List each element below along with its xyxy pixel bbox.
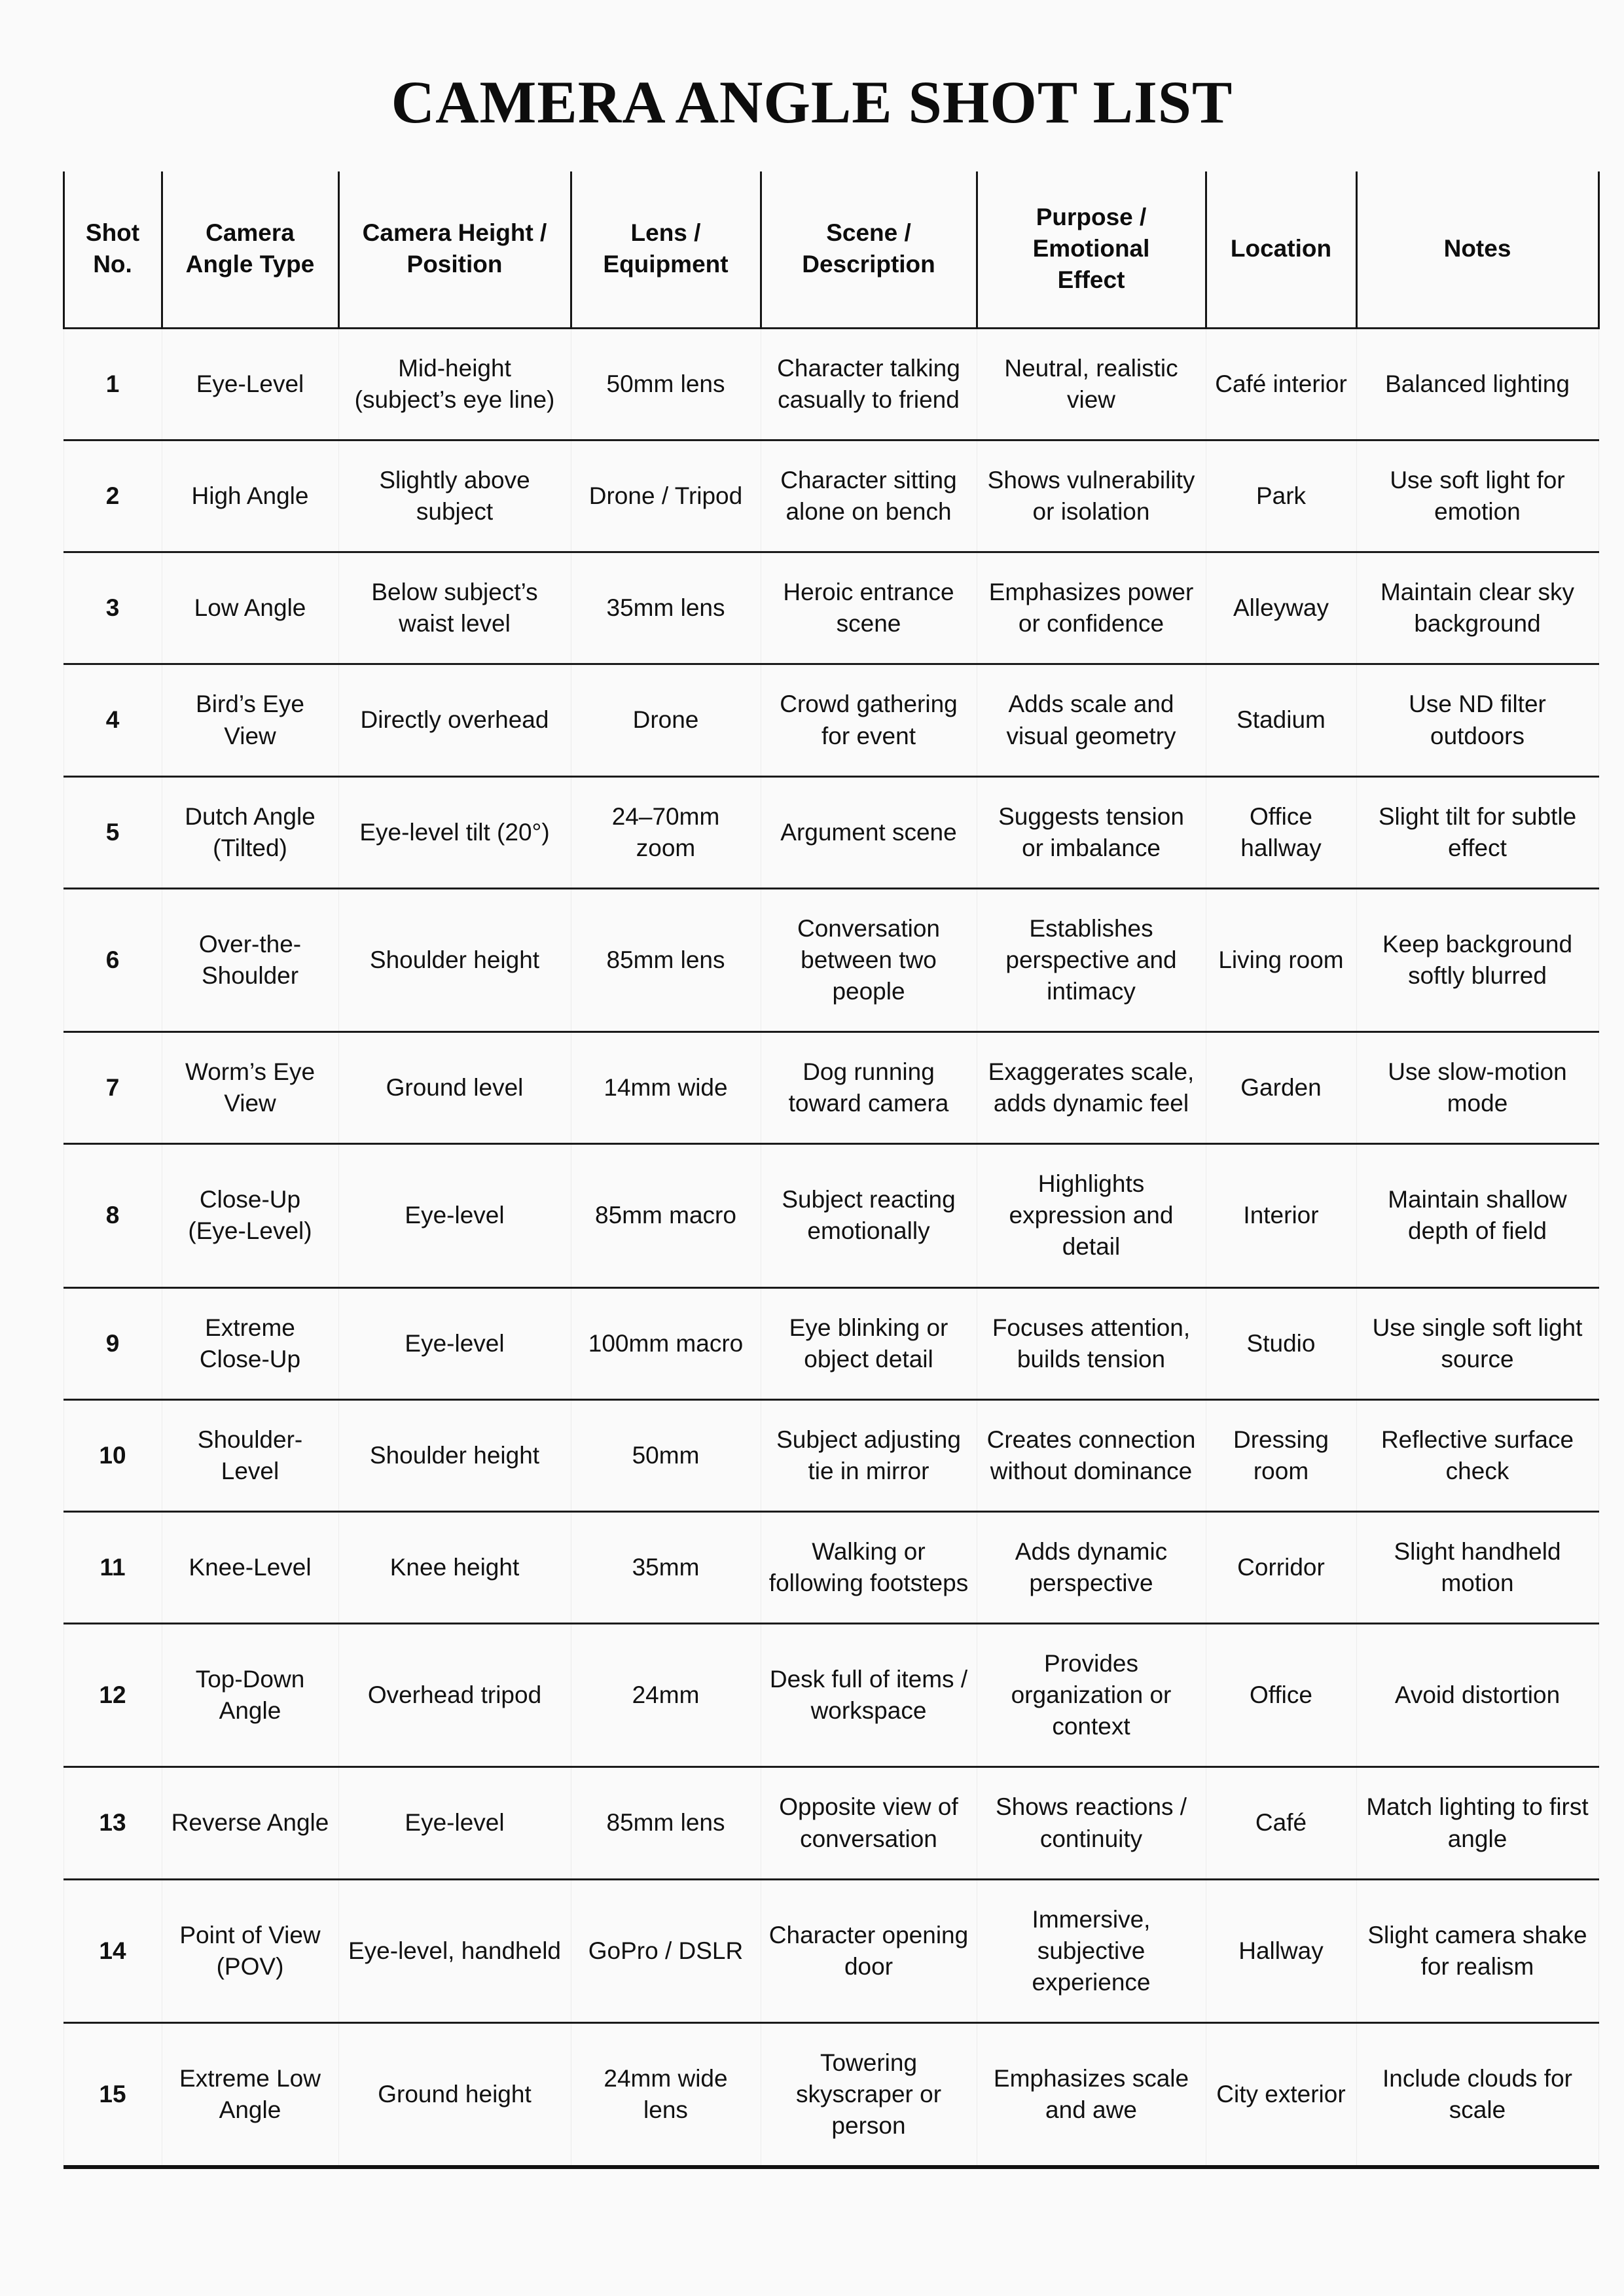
cell-camera-height-position: Knee height xyxy=(338,1511,571,1623)
cell-scene-description: Crowd gathering for event xyxy=(761,664,977,776)
cell-notes: Slight handheld motion xyxy=(1356,1511,1598,1623)
cell-lens-equipment: 85mm lens xyxy=(571,888,761,1031)
cell-camera-angle-type: Knee-Level xyxy=(162,1511,338,1623)
table-row xyxy=(63,1879,1598,2022)
cell-scene-description: Opposite view of conversation xyxy=(761,1767,977,1879)
cell-lens-equipment: 24mm wide lens xyxy=(571,2022,761,2167)
cell-shot-no: 7 xyxy=(63,1032,162,1144)
cell-lens-equipment: 24–70mm zoom xyxy=(571,776,761,888)
column-header-shot-no xyxy=(63,171,162,329)
table-row xyxy=(63,1399,1598,1511)
cell-location: Hallway xyxy=(1206,1879,1356,2022)
cell-camera-height-position: Shoulder height xyxy=(338,888,571,1031)
shot-list-table-container xyxy=(27,134,1598,2170)
cell-scene-description: Character sitting alone on bench xyxy=(761,440,977,552)
table-row xyxy=(63,1624,1598,1767)
cell-scene-description: Desk full of items / workspace xyxy=(761,1624,977,1767)
cell-location: Dressing room xyxy=(1206,1399,1356,1511)
cell-lens-equipment: Drone / Tripod xyxy=(571,440,761,552)
cell-camera-height-position: Eye-level xyxy=(338,1287,571,1399)
cell-camera-angle-type: Dutch Angle (Tilted) xyxy=(162,776,338,888)
cell-purpose-emotional-effect: Suggests tension or imbalance xyxy=(977,776,1206,888)
cell-shot-no: 13 xyxy=(63,1767,162,1879)
cell-notes: Maintain shallow depth of field xyxy=(1356,1144,1598,1287)
cell-location: Corridor xyxy=(1206,1511,1356,1623)
cell-location: Café xyxy=(1206,1767,1356,1879)
header-line: Camera xyxy=(206,219,295,246)
cell-shot-no: 11 xyxy=(63,1511,162,1623)
cell-purpose-emotional-effect: Emphasizes scale and awe xyxy=(977,2022,1206,2167)
cell-lens-equipment: 14mm wide xyxy=(571,1032,761,1144)
cell-camera-angle-type: Extreme Close-Up xyxy=(162,1287,338,1399)
cell-purpose-emotional-effect: Neutral, realistic view xyxy=(977,328,1206,440)
cell-scene-description: Conversation between two people xyxy=(761,888,977,1031)
cell-camera-height-position: Below subject’s waist level xyxy=(338,552,571,664)
cell-camera-height-position: Eye-level xyxy=(338,1767,571,1879)
table-row xyxy=(63,2022,1598,2167)
cell-purpose-emotional-effect: Adds dynamic perspective xyxy=(977,1511,1206,1623)
cell-shot-no: 12 xyxy=(63,1624,162,1767)
cell-shot-no: 6 xyxy=(63,888,162,1031)
cell-scene-description: Subject adjusting tie in mirror xyxy=(761,1399,977,1511)
cell-camera-angle-type: Top-Down Angle xyxy=(162,1624,338,1767)
cell-camera-height-position: Eye-level xyxy=(338,1144,571,1287)
cell-camera-angle-type: Reverse Angle xyxy=(162,1767,338,1879)
cell-scene-description: Heroic entrance scene xyxy=(761,552,977,664)
cell-notes: Use slow-motion mode xyxy=(1356,1032,1598,1144)
cell-camera-angle-type: Point of View (POV) xyxy=(162,1879,338,2022)
cell-shot-no: 14 xyxy=(63,1879,162,2022)
cell-shot-no: 5 xyxy=(63,776,162,888)
cell-notes: Maintain clear sky background xyxy=(1356,552,1598,664)
cell-location: Studio xyxy=(1206,1287,1356,1399)
cell-notes: Slight tilt for subtle effect xyxy=(1356,776,1598,888)
column-header-camera-height-position xyxy=(338,171,571,329)
cell-purpose-emotional-effect: Provides organization or context xyxy=(977,1624,1206,1767)
cell-notes: Use soft light for emotion xyxy=(1356,440,1598,552)
cell-shot-no: 10 xyxy=(63,1399,162,1511)
page-title: CAMERA ANGLE SHOT LIST xyxy=(391,69,1233,135)
cell-notes: Reflective surface check xyxy=(1356,1399,1598,1511)
cell-shot-no: 1 xyxy=(63,328,162,440)
cell-camera-height-position: Eye-level, handheld xyxy=(338,1879,571,2022)
cell-location: Park xyxy=(1206,440,1356,552)
cell-camera-height-position: Directly overhead xyxy=(338,664,571,776)
cell-camera-height-position: Ground level xyxy=(338,1032,571,1144)
table-row xyxy=(63,1511,1598,1623)
cell-scene-description: Eye blinking or object detail xyxy=(761,1287,977,1399)
cell-notes: Avoid distortion xyxy=(1356,1624,1598,1767)
column-header-camera-angle-type xyxy=(162,171,338,329)
cell-lens-equipment: 24mm xyxy=(571,1624,761,1767)
header-line: Description xyxy=(802,250,935,278)
cell-lens-equipment: Drone xyxy=(571,664,761,776)
cell-purpose-emotional-effect: Focuses attention, builds tension xyxy=(977,1287,1206,1399)
cell-camera-height-position: Mid-height (subject’s eye line) xyxy=(338,328,571,440)
cell-scene-description: Character opening door xyxy=(761,1879,977,2022)
header-line: Scene / xyxy=(826,219,911,246)
shot-list-table xyxy=(63,171,1600,2170)
column-header-purpose-emotional-effect xyxy=(977,171,1206,329)
header-line: Purpose / xyxy=(1036,203,1147,230)
header-line: Position xyxy=(406,250,503,278)
cell-camera-angle-type: Worm’s Eye View xyxy=(162,1032,338,1144)
header-line: No. xyxy=(93,250,132,278)
cell-camera-height-position: Slightly above subject xyxy=(338,440,571,552)
cell-camera-height-position: Overhead tripod xyxy=(338,1624,571,1767)
cell-lens-equipment: 35mm xyxy=(571,1511,761,1623)
cell-camera-height-position: Eye-level tilt (20°) xyxy=(338,776,571,888)
cell-purpose-emotional-effect: Shows vulnerability or isolation xyxy=(977,440,1206,552)
table-row xyxy=(63,888,1598,1031)
cell-lens-equipment: 50mm lens xyxy=(571,328,761,440)
cell-camera-angle-type: Low Angle xyxy=(162,552,338,664)
column-header-location xyxy=(1206,171,1356,329)
table-body xyxy=(63,328,1598,2167)
cell-notes: Use ND filter outdoors xyxy=(1356,664,1598,776)
cell-notes: Match lighting to first angle xyxy=(1356,1767,1598,1879)
header-line: Notes xyxy=(1443,234,1511,262)
table-row xyxy=(63,1032,1598,1144)
header-line: Shot xyxy=(85,219,140,246)
cell-location: Office hallway xyxy=(1206,776,1356,888)
cell-camera-angle-type: Close-Up (Eye-Level) xyxy=(162,1144,338,1287)
cell-purpose-emotional-effect: Adds scale and visual geometry xyxy=(977,664,1206,776)
cell-camera-height-position: Ground height xyxy=(338,2022,571,2167)
cell-location: Café interior xyxy=(1206,328,1356,440)
cell-notes: Include clouds for scale xyxy=(1356,2022,1598,2167)
cell-camera-angle-type: Shoulder-Level xyxy=(162,1399,338,1511)
cell-location: Office xyxy=(1206,1624,1356,1767)
cell-lens-equipment: 85mm lens xyxy=(571,1767,761,1879)
cell-purpose-emotional-effect: Exaggerates scale, adds dynamic feel xyxy=(977,1032,1206,1144)
cell-location: Living room xyxy=(1206,888,1356,1031)
cell-shot-no: 15 xyxy=(63,2022,162,2167)
header-line: Effect xyxy=(1057,266,1125,293)
header-line: Location xyxy=(1230,234,1332,262)
cell-lens-equipment: 85mm macro xyxy=(571,1144,761,1287)
cell-lens-equipment: 100mm macro xyxy=(571,1287,761,1399)
cell-camera-angle-type: Over-the-Shoulder xyxy=(162,888,338,1031)
cell-purpose-emotional-effect: Creates connection without dominance xyxy=(977,1399,1206,1511)
cell-notes: Use single soft light source xyxy=(1356,1287,1598,1399)
cell-location: Alleyway xyxy=(1206,552,1356,664)
header-line: Lens / xyxy=(630,219,701,246)
column-header-lens-equipment xyxy=(571,171,761,329)
table-row xyxy=(63,552,1598,664)
cell-purpose-emotional-effect: Highlights expression and detail xyxy=(977,1144,1206,1287)
cell-lens-equipment: 50mm xyxy=(571,1399,761,1511)
cell-location: Garden xyxy=(1206,1032,1356,1144)
cell-scene-description: Walking or following footsteps xyxy=(761,1511,977,1623)
table-row xyxy=(63,328,1598,440)
cell-camera-angle-type: High Angle xyxy=(162,440,338,552)
cell-notes: Balanced lighting xyxy=(1356,328,1598,440)
table-row xyxy=(63,776,1598,888)
table-header xyxy=(63,171,1598,329)
cell-shot-no: 4 xyxy=(63,664,162,776)
cell-lens-equipment: 35mm lens xyxy=(571,552,761,664)
cell-lens-equipment: GoPro / DSLR xyxy=(571,1879,761,2022)
cell-camera-height-position: Shoulder height xyxy=(338,1399,571,1511)
cell-notes: Keep background softly blurred xyxy=(1356,888,1598,1031)
header-line: Angle Type xyxy=(185,250,315,278)
header-line: Emotional xyxy=(1032,234,1150,262)
cell-camera-angle-type: Bird’s Eye View xyxy=(162,664,338,776)
cell-scene-description: Argument scene xyxy=(761,776,977,888)
table-row xyxy=(63,1767,1598,1879)
table-header-row xyxy=(63,171,1598,329)
cell-scene-description: Towering skyscraper or person xyxy=(761,2022,977,2167)
cell-shot-no: 9 xyxy=(63,1287,162,1399)
cell-notes: Slight camera shake for realism xyxy=(1356,1879,1598,2022)
column-header-scene-description xyxy=(761,171,977,329)
header-line: Camera Height / xyxy=(362,219,547,246)
column-header-notes xyxy=(1356,171,1598,329)
cell-purpose-emotional-effect: Emphasizes power or confidence xyxy=(977,552,1206,664)
cell-purpose-emotional-effect: Shows reactions / continuity xyxy=(977,1767,1206,1879)
cell-shot-no: 2 xyxy=(63,440,162,552)
cell-shot-no: 8 xyxy=(63,1144,162,1287)
table-row xyxy=(63,664,1598,776)
cell-location: Interior xyxy=(1206,1144,1356,1287)
table-row xyxy=(63,1287,1598,1399)
cell-scene-description: Character talking casually to friend xyxy=(761,328,977,440)
cell-camera-angle-type: Eye-Level xyxy=(162,328,338,440)
cell-purpose-emotional-effect: Establishes perspective and intimacy xyxy=(977,888,1206,1031)
cell-location: Stadium xyxy=(1206,664,1356,776)
table-row xyxy=(63,1144,1598,1287)
cell-location: City exterior xyxy=(1206,2022,1356,2167)
cell-camera-angle-type: Extreme Low Angle xyxy=(162,2022,338,2167)
cell-purpose-emotional-effect: Immersive, subjective experience xyxy=(977,1879,1206,2022)
cell-scene-description: Dog running toward camera xyxy=(761,1032,977,1144)
table-row xyxy=(63,440,1598,552)
header-line: Equipment xyxy=(603,250,729,278)
cell-shot-no: 3 xyxy=(63,552,162,664)
cell-scene-description: Subject reacting emotionally xyxy=(761,1144,977,1287)
